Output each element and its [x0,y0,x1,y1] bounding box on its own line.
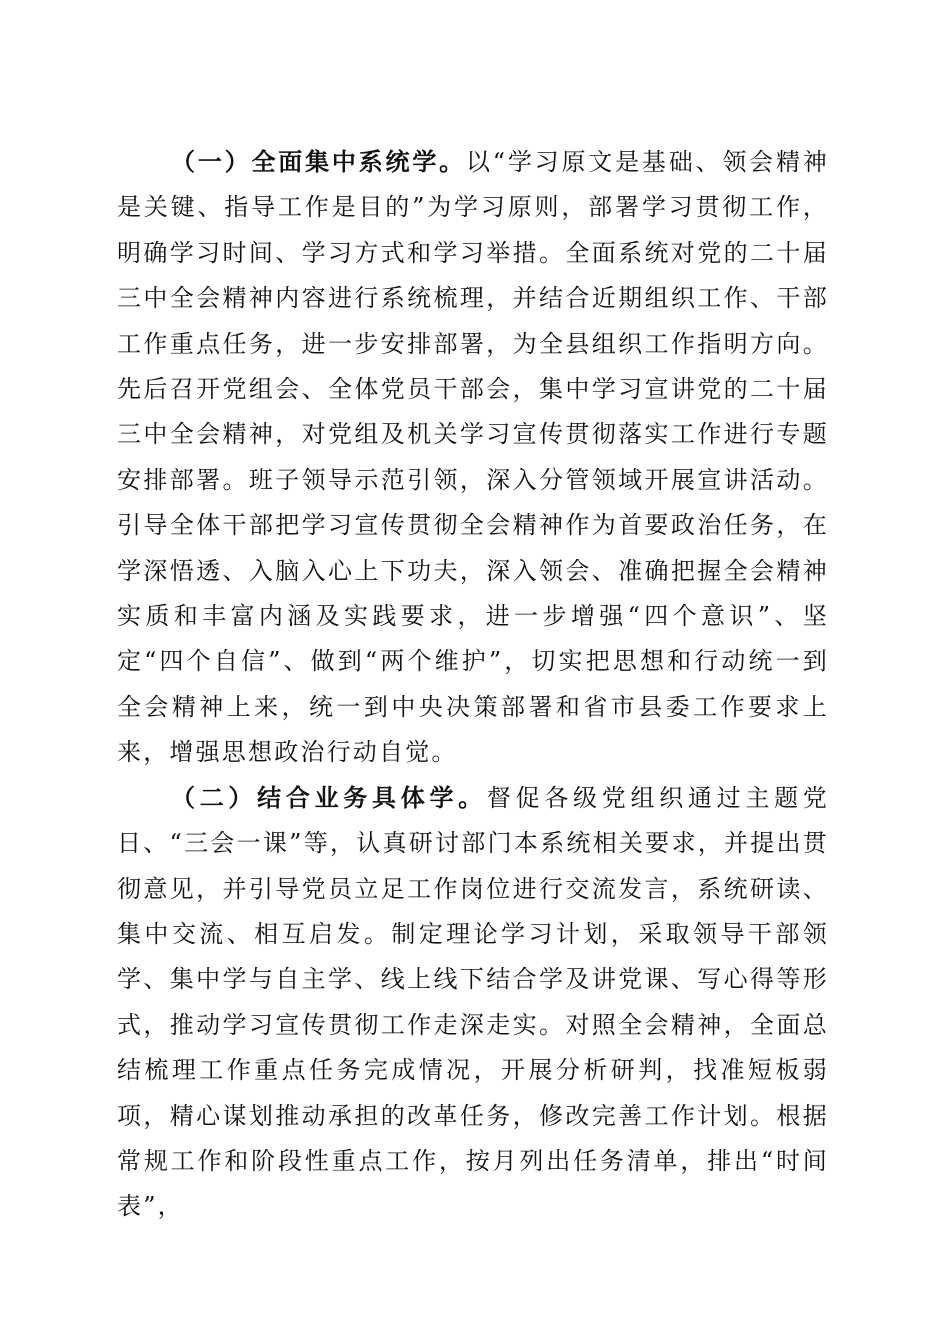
paragraph-1-text: 以“学习原文是基础、领会精神是关键、指导工作是目的”为学习原则，部署学习贯彻工作，明确学习时间、学习方式和学习举措。全面系统对党的二十届三中全会精神内容进行系统梳理，并结合近期组织工作、干部工作重点任务，进一步安排部署，为全县组织工作指明方向。先后召开党组会、全体党员干部会，集中学习宣讲党的二十届三中全会精神，对党组及机关学习宣传贯彻落实工作进行专题安排部署。班子领导示范引领，深入分管领域开展宣讲活动。引导全体干部把学习宣传贯彻全会精神作为首要政治任务，在学深悟透、入脑入心上下功夫，深入领会、准确把握全会精神实质和丰富内涵及实践要求，进一步增强“四个意识”、坚定“四个自信”、做到“两个维护”，切实把思想和行动统一到全会精神上来，统一到中央决策部署和省市县委工作要求上来，增强思想政治行动自觉。 [117,148,829,767]
paragraph-2-heading: （二）结合业务具体学。 [171,783,487,812]
paragraph-2 [117,776,829,1230]
paragraph-1 [117,140,829,776]
document-body [117,140,829,1230]
paragraph-1-heading: （一）全面集中系统学。 [171,148,466,176]
paragraph-2-text: 督促各级党组织通过主题党日、“三会一课”等，认真研讨部门本系统相关要求，并提出贯彻意见，并引导党员立足工作岗位进行交流发言，系统研读、集中交流、相互启发。制定理论学习计划，采取领导干部领学、集中学与自主学、线上线下结合学及讲党课、写心得等形式，推动学习宣传贯彻工作走深走实。对照全会精神，全面总结梳理工作重点任务完成情况，开展分析研判，找准短板弱项，精心谋划推动承担的改革任务，修改完善工作计划。根据常规工作和阶段性重点工作，按月列出任务清单，排出“时间表”， [117,783,830,1221]
